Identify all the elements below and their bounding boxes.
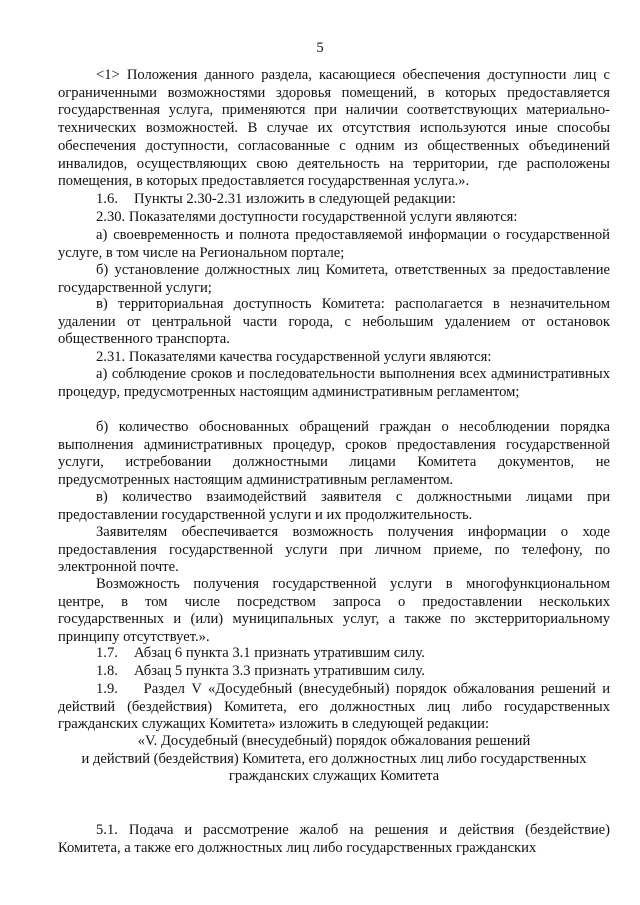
section-heading xyxy=(58,733,610,786)
item-1-8 xyxy=(96,663,610,681)
paragraph-2-31-c: в) количество взаимодействий заявителя с должностными лицами при предоставлении государственной услуги и их продолжительность. xyxy=(58,489,610,523)
paragraph-1-9: 1.9. Раздел V «Досудебный (внесудебный) порядок обжалования решений и действий (бездействия) Комитета, его должностных лиц либо государственных гражданских служащих Комитета» изложить в следующей редакции: xyxy=(58,681,610,733)
item-text: Пункты 2.30-2.31 изложить в следующей редакции: xyxy=(134,191,456,207)
item-number: 1.8. xyxy=(96,663,118,679)
item-1-6 xyxy=(96,191,610,209)
heading-line: и действий (бездействия) Комитета, его должностных лиц либо государственных xyxy=(81,750,587,767)
footnote-paragraph: <1> Положения данного раздела, касающиеся обеспечения доступности лиц с ограниченными возможностями здоровья помещений, в которых предоставляется государственная услуга, применяются при наличии соответствующих материально-технических возможностей. В случае их отсутствия используются иные способы обеспечения доступности, согласованные с одним из общественных объединений инвалидов, осуществляющих свою деятельность на территории, где расположены помещения, в которых предоставляется государственная услуга.». xyxy=(58,67,610,190)
paragraph-2-30-b: б) установление должностных лиц Комитета, ответственных за предоставление государственной услуги; xyxy=(58,262,610,296)
paragraph-2-31-b: б) количество обоснованных обращений граждан о несоблюдении порядка выполнения административных процедур, сроков предоставления государственной услуги, истребовании должностными лицами Комитета документов, не предусмотренных настоящим административным регламентом. xyxy=(58,419,610,489)
heading-line: гражданских служащих Комитета xyxy=(228,768,440,785)
paragraph-2-31-a: а) соблюдение сроков и последовательности выполнения всех административных процедур, предусмотренных настоящим административным регламентом; xyxy=(58,366,610,400)
page-number: 5 xyxy=(316,40,324,56)
item-1-7 xyxy=(96,645,610,663)
item-number: 1.7. xyxy=(96,645,118,661)
item-number: 1.6. xyxy=(96,191,118,207)
paragraph-5-1: 5.1. Подача и рассмотрение жалоб на решения и действия (бездействие) Комитета, а также его должностных лиц либо государственных гражданских xyxy=(58,822,610,856)
item-text: Абзац 6 пункта 3.1 признать утратившим силу. xyxy=(134,645,425,661)
heading-line: «V. Досудебный (внесудебный) порядок обжалования решений xyxy=(137,733,531,749)
paragraph-information: Заявителям обеспечивается возможность получения информации о ходе предоставления государственной услуги при личном приеме, по телефону, по электронной почте. xyxy=(58,524,610,576)
paragraph-2-31: 2.31. Показателями качества государственной услуги являются: xyxy=(96,349,492,365)
paragraph-2-30-c: в) территориальная доступность Комитета: располагается в незначительном удалении от центральной части города, с небольшим удалением от остановок общественного транспорта. xyxy=(58,296,610,348)
paragraph-2-30-a: а) своевременность и полнота предоставляемой информации о государственной услуге, в том числе на Региональном портале; xyxy=(58,227,610,261)
paragraph-2-30: 2.30. Показателями доступности государственной услуги являются: xyxy=(96,209,518,225)
paragraph-mfc: Возможность получения государственной услуги в многофункциональном центре, в том числе посредством запроса о предоставлении нескольких государственных и (или) муниципальных услуг, а также по экстерриториальному принципу отсутствует.». xyxy=(58,576,610,646)
item-text: Абзац 5 пункта 3.3 признать утратившим силу. xyxy=(134,663,425,679)
